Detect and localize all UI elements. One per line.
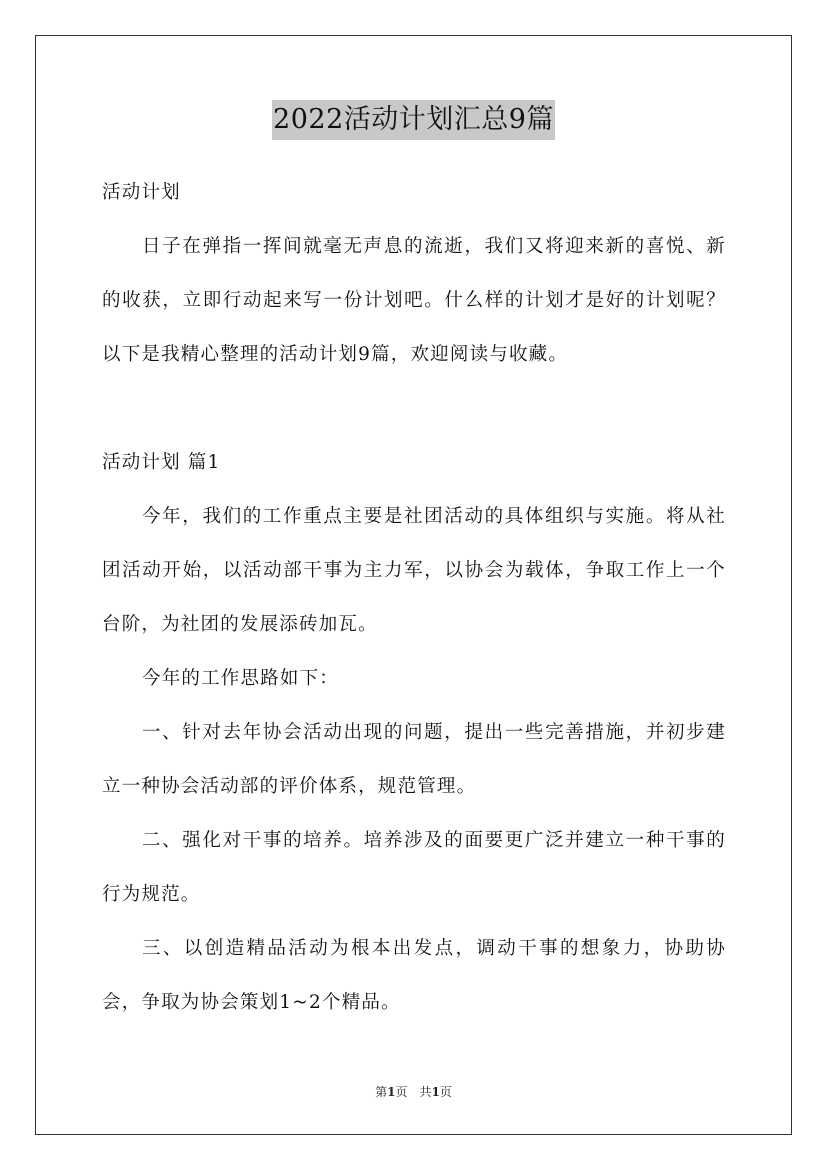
body-paragraph: 今年，我们的工作重点主要是社团活动的具体组织与实施。将从社团活动开始，以活动部干事为主力军，以协会为载体，争取工作上一个台阶，为社团的发展添砖加瓦。 [102, 506, 726, 635]
footer-page-prefix: 第 [375, 1085, 388, 1099]
page-footer [0, 1083, 827, 1101]
body-paragraph: 二、强化对干事的培养。培养涉及的面要更广泛并建立一种干事的行为规范。 [102, 830, 726, 905]
footer-page-number: 1 [387, 1085, 396, 1099]
footer-page-total: 1 [431, 1085, 440, 1099]
intro-paragraph: 日子在弹指一挥间就毫无声息的流逝，我们又将迎来新的喜悦、新的收获，立即行动起来写一份计划吧。什么样的计划才是好的计划呢？以下是我精心整理的活动计划9篇，欢迎阅读与收藏。 [102, 236, 726, 365]
body-paragraph: 今年的工作思路如下： [142, 668, 340, 689]
document-body [102, 166, 726, 1030]
section-heading: 活动计划 篇1 [102, 452, 221, 473]
body-paragraph: 三、以创造精品活动为根本出发点，调动干事的想象力，协助协会，争取为协会策划1~2个精品。 [102, 938, 726, 1013]
footer-page-suffix: 页 [439, 1085, 452, 1099]
intro-heading: 活动计划 [102, 182, 181, 203]
blank-line [102, 382, 726, 436]
document-title: 2022活动计划汇总9篇 [272, 100, 555, 140]
footer-page-mid: 页 共 [395, 1085, 432, 1099]
title-container [0, 100, 827, 140]
body-paragraph: 一、针对去年协会活动出现的问题，提出一些完善措施，并初步建立一种协会活动部的评价体系，规范管理。 [102, 722, 726, 797]
